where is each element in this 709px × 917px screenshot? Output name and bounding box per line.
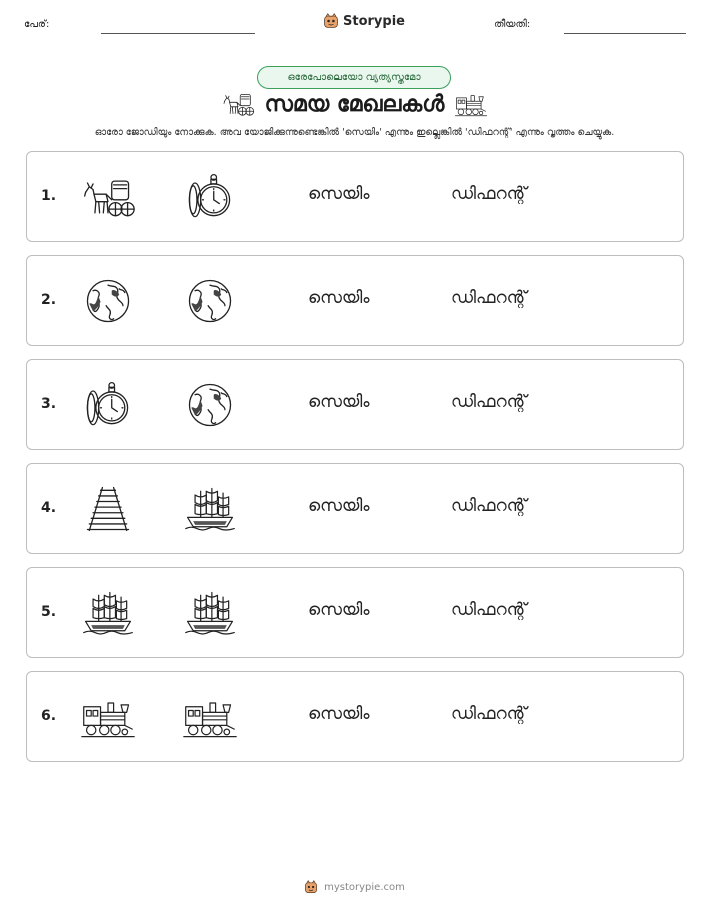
different-option[interactable]: ഡിഫറന്റ് bbox=[451, 600, 527, 620]
storypie-logo-icon bbox=[323, 13, 339, 29]
question-row bbox=[26, 463, 684, 554]
question-number: 6. bbox=[41, 708, 57, 724]
same-option[interactable]: സെയിം bbox=[308, 288, 370, 308]
footer bbox=[0, 880, 709, 894]
name-line[interactable] bbox=[101, 33, 255, 34]
sailing-ship-icon bbox=[80, 587, 136, 639]
same-option[interactable]: സെയിം bbox=[308, 600, 370, 620]
steam-train-icon bbox=[182, 691, 238, 743]
worksheet-type-badge: ഒരേപോലെയോ വ്യത്യസ്തമോ bbox=[257, 66, 451, 89]
globe-icon bbox=[182, 379, 238, 431]
question-row bbox=[26, 255, 684, 346]
question-number: 2. bbox=[41, 292, 57, 308]
question-row bbox=[26, 359, 684, 450]
brand-logo bbox=[323, 13, 405, 29]
sailing-ship-icon bbox=[182, 483, 238, 535]
question-number: 3. bbox=[41, 396, 57, 412]
horse-carriage-icon bbox=[221, 90, 255, 118]
same-option[interactable]: സെയിം bbox=[308, 704, 370, 724]
question-number: 5. bbox=[41, 604, 57, 620]
different-option[interactable]: ഡിഫറന്റ് bbox=[451, 496, 527, 516]
railway-track-icon bbox=[80, 483, 136, 535]
title-row bbox=[0, 90, 709, 118]
globe-icon bbox=[182, 275, 238, 327]
same-option[interactable]: സെയിം bbox=[308, 496, 370, 516]
question-row bbox=[26, 567, 684, 658]
different-option[interactable]: ഡിഫറന്റ് bbox=[451, 392, 527, 412]
question-number: 4. bbox=[41, 500, 57, 516]
footer-url: mystorypie.com bbox=[324, 881, 405, 893]
sailing-ship-icon bbox=[182, 587, 238, 639]
instructions: ഓരോ ജോഡിയും നോക്കുക. അവ യോജിക്കുന്നുണ്ടെങ്കിൽ 'സെയിം' എന്നും ഇല്ലെങ്കിൽ 'ഡിഫറന്റ്' എന്നും വൃത്തം ചെയ്യുക. bbox=[94, 127, 615, 138]
question-row bbox=[26, 151, 684, 242]
name-label: പേര്: bbox=[24, 19, 50, 30]
date-label: തീയതി: bbox=[494, 19, 531, 30]
steam-train-icon bbox=[454, 90, 488, 118]
globe-icon bbox=[80, 275, 136, 327]
page-title: സമയ മേഖലകൾ bbox=[264, 91, 445, 117]
pocket-watch-icon bbox=[182, 171, 238, 223]
pocket-watch-icon bbox=[80, 379, 136, 431]
storypie-logo-icon bbox=[304, 880, 318, 894]
brand-name: Storypie bbox=[343, 13, 405, 29]
horse-carriage-icon bbox=[80, 171, 136, 223]
steam-train-icon bbox=[80, 691, 136, 743]
different-option[interactable]: ഡിഫറന്റ് bbox=[451, 288, 527, 308]
question-row bbox=[26, 671, 684, 762]
same-option[interactable]: സെയിം bbox=[308, 184, 370, 204]
same-option[interactable]: സെയിം bbox=[308, 392, 370, 412]
date-line[interactable] bbox=[564, 33, 686, 34]
different-option[interactable]: ഡിഫറന്റ് bbox=[451, 184, 527, 204]
question-number: 1. bbox=[41, 188, 57, 204]
different-option[interactable]: ഡിഫറന്റ് bbox=[451, 704, 527, 724]
